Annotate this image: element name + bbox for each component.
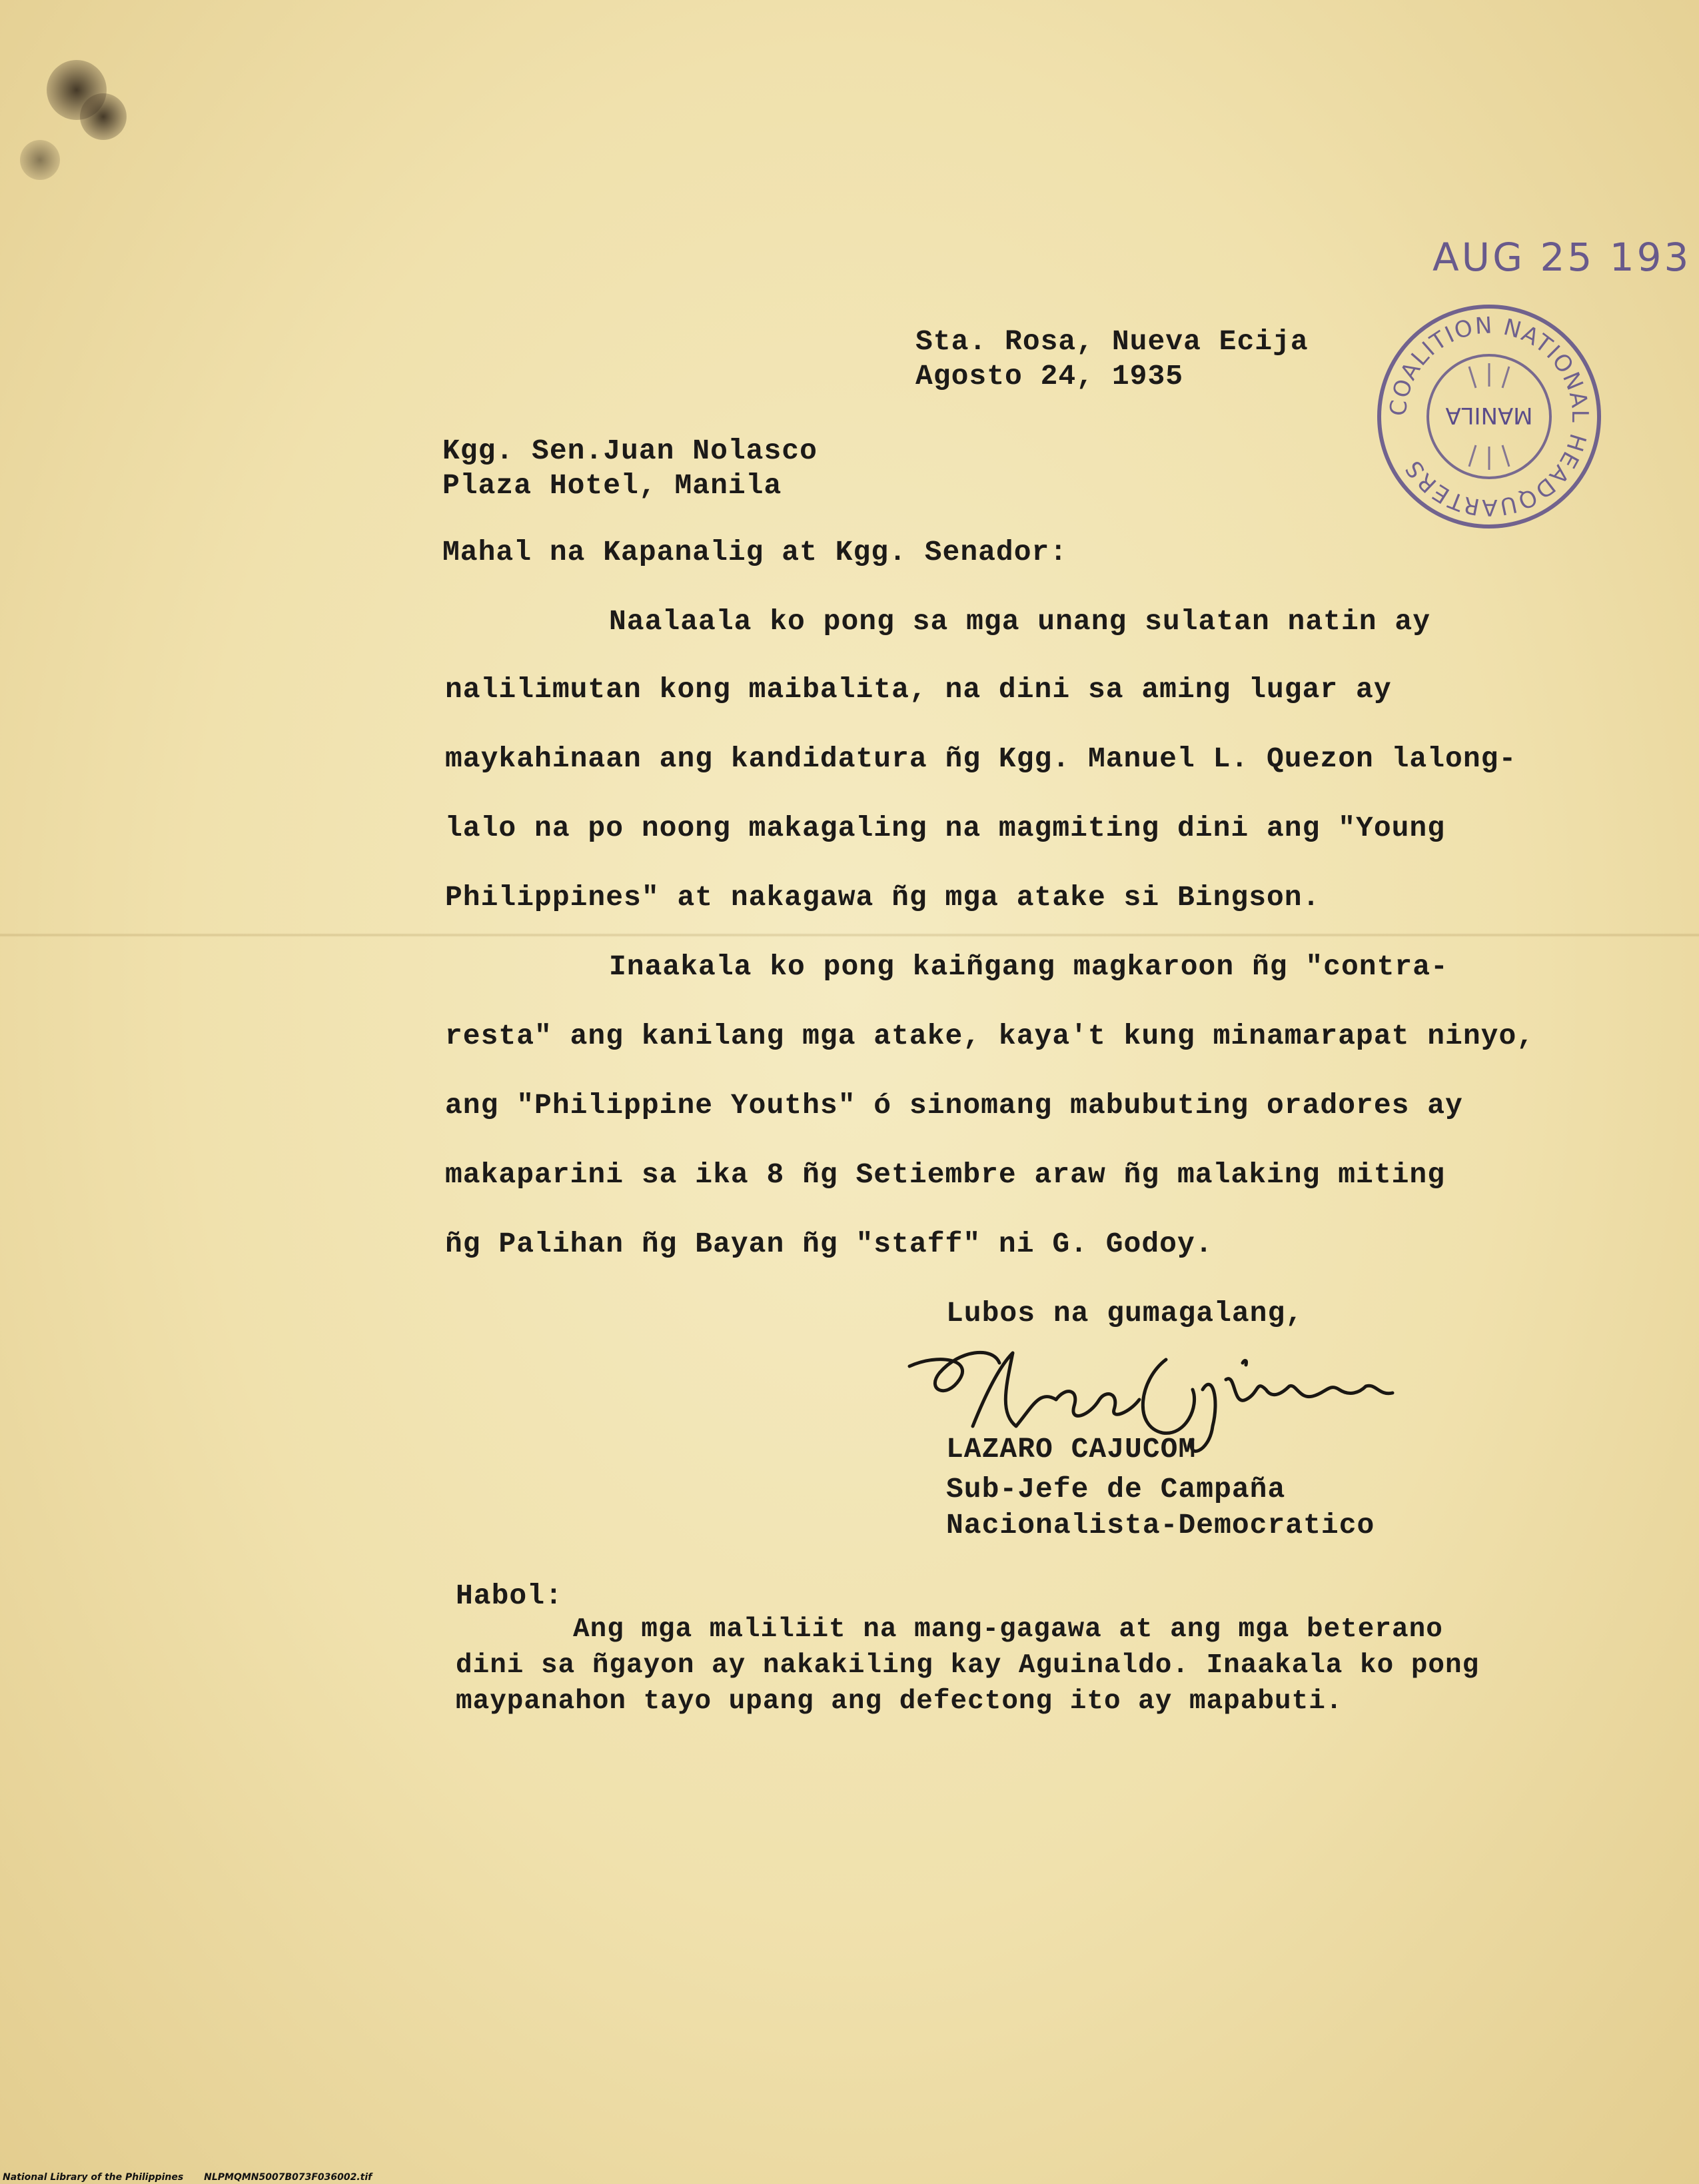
postscript-label: Habol: bbox=[456, 1580, 563, 1612]
paragraph-line: maykahinaan ang kandidatura ñg Kgg. Manuel L. Quezon lalong- bbox=[445, 742, 1517, 775]
paragraph-line: makaparini sa ika 8 ñg Setiembre araw ñg malaking miting bbox=[445, 1158, 1446, 1191]
paragraph-line: ang "Philippine Youths" ó sinomang mabubuting oradores ay bbox=[445, 1089, 1463, 1122]
letter-date: Agosto 24, 1935 bbox=[915, 360, 1184, 393]
paper-fold-crease bbox=[0, 933, 1699, 937]
recipient-address: Plaza Hotel, Manila bbox=[442, 469, 782, 502]
paragraph-line: Philippines" at nakagawa ñg mga atake si Bingson. bbox=[445, 881, 1321, 914]
paragraph-line: ñg Palihan ñg Bayan ñg "staff" ni G. Godoy. bbox=[445, 1228, 1213, 1260]
paragraph-line: resta" ang kanilang mga atake, kaya't kung minamarapat ninyo, bbox=[445, 1020, 1535, 1052]
salutation: Mahal na Kapanalig at Kgg. Senador: bbox=[442, 536, 1068, 568]
signer-organization: Nacionalista-Democratico bbox=[946, 1509, 1375, 1542]
paragraph-line: nalilimutan kong maibalita, na dini sa aming lugar ay bbox=[445, 673, 1392, 706]
paragraph-line: Naalaala ko pong sa mga unang sulatan natin ay bbox=[609, 605, 1430, 638]
seal-center-text: MANILA bbox=[1445, 402, 1533, 429]
letter-place: Sta. Rosa, Nueva Ecija bbox=[915, 325, 1309, 358]
paragraph-line: lalo na po noong makagaling na magmiting dini ang "Young bbox=[445, 812, 1446, 844]
recipient-name: Kgg. Sen.Juan Nolasco bbox=[442, 435, 818, 467]
paragraph-line: Inaakala ko pong kaiñgang magkaroon ñg "contra- bbox=[609, 950, 1448, 983]
file-identifier: NLPMQMN5007B073F036002.tif bbox=[204, 2172, 372, 2183]
signer-name: LAZARO CAJUCOM bbox=[946, 1433, 1197, 1466]
signer-title: Sub-Jefe de Campaña bbox=[946, 1473, 1286, 1506]
ink-stain bbox=[20, 140, 60, 180]
closing: Lubos na gumagalang, bbox=[946, 1297, 1304, 1330]
postscript-line: maypanahon tayo upang ang defectong ito ay mapabuti. bbox=[456, 1686, 1343, 1717]
library-name: National Library of the Philippines bbox=[3, 2172, 184, 2183]
ink-stain bbox=[80, 93, 127, 140]
seal-ring-text: COALITION NATIONAL HEADQUARTERS bbox=[1385, 312, 1594, 521]
postscript-line: dini sa ñgayon ay nakakiling kay Aguinaldo. Inaakala ko pong bbox=[456, 1650, 1480, 1681]
archive-footer bbox=[3, 2172, 389, 2183]
coalition-headquarters-seal bbox=[1373, 300, 1606, 533]
received-date-stamp: AUG 25 193 bbox=[1432, 235, 1692, 280]
postscript-line: Ang mga maliliit na mang-gagawa at ang mga beterano bbox=[573, 1614, 1443, 1645]
